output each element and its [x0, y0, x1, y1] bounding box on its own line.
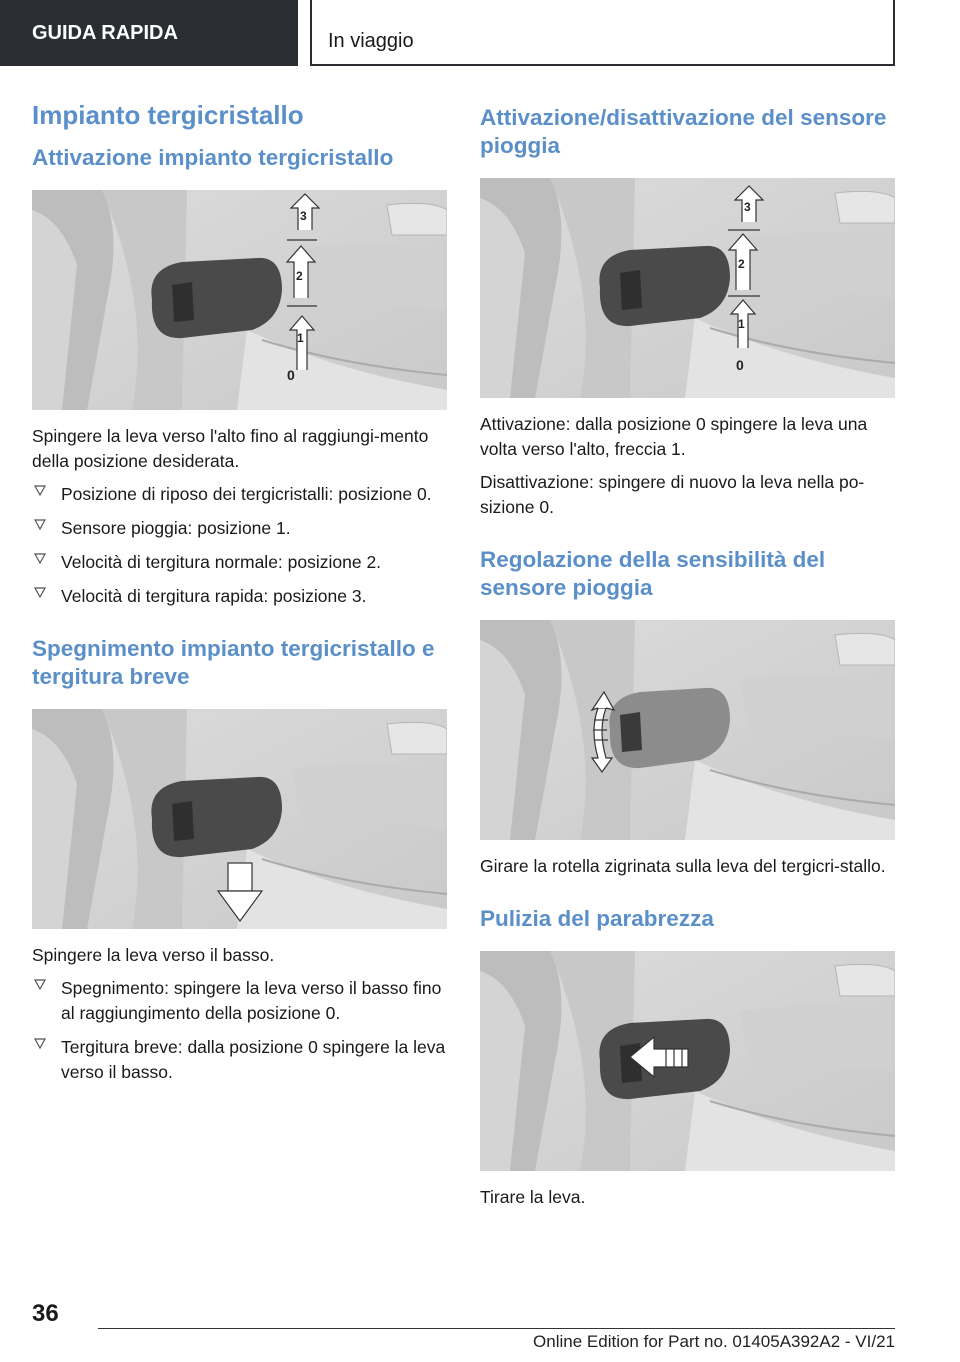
left-column	[32, 100, 447, 1094]
triangle-bullet-icon	[34, 1038, 46, 1050]
triangle-bullet-icon	[34, 519, 46, 531]
activation-list	[32, 482, 447, 609]
heading-activation: Attivazione impianto tergicristallo	[32, 145, 394, 170]
figure-label-pos0: 0	[287, 367, 295, 383]
heading-rain-sensor: Attivazione/disattivazione del sensore pioggia	[480, 105, 887, 158]
list-item: Velocità di tergitura rapida: posizione 3.	[32, 584, 447, 609]
triangle-bullet-icon	[34, 553, 46, 565]
switch-off-list	[32, 976, 447, 1085]
rain-sensor-activation-text: Attivazione: dalla posizione 0 spingere la leva una volta verso l'alto, freccia 1.	[480, 414, 868, 459]
page-number: 36	[32, 1300, 59, 1327]
list-item: Spegnimento: spingere la leva verso il basso fino al raggiungimento della posizione 0.	[32, 976, 447, 1026]
footer-edition: Online Edition for Part no. 01405A392A2 - VI/21	[533, 1332, 895, 1351]
windshield-cleaning-text: Tirare la leva.	[480, 1187, 586, 1207]
heading-switch-off: Spegnimento impianto tergicristallo e tergitura breve	[32, 636, 435, 689]
list-item: Sensore pioggia: posizione 1.	[32, 516, 447, 541]
list-item: Posizione di riposo dei tergicristalli: posizione 0.	[32, 482, 447, 507]
figure-label-pos1: 1	[738, 317, 745, 331]
figure-pull-lever	[480, 951, 895, 1171]
figure-label-pos0: 0	[736, 357, 744, 373]
triangle-bullet-icon	[34, 587, 46, 599]
switch-off-text: Spingere la leva verso il basso.	[32, 945, 275, 965]
figure-wiper-lever-down	[32, 709, 447, 929]
figure-label-pos2: 2	[738, 257, 745, 271]
figure-knurled-wheel	[480, 620, 895, 840]
figure-label-pos3: 3	[744, 200, 751, 214]
list-item: Velocità di tergitura normale: posizione 2.	[32, 550, 447, 575]
rain-sensor-deactivation-text: Disattivazione: spingere di nuovo la leva nella po-sizione 0.	[480, 472, 865, 517]
figure-wiper-lever-up	[32, 190, 447, 410]
figure-label-pos1: 1	[297, 331, 304, 345]
right-column	[480, 100, 895, 1218]
triangle-bullet-icon	[34, 485, 46, 497]
sensitivity-text: Girare la rotella zigrinata sulla leva del tergicri-stallo.	[480, 856, 886, 876]
heading-windshield-cleaning: Pulizia del parabrezza	[480, 906, 714, 931]
figure-label-pos2: 2	[296, 269, 303, 283]
figure-label-pos3: 3	[300, 209, 307, 223]
header-chapter: In viaggio	[310, 0, 895, 66]
triangle-bullet-icon	[34, 979, 46, 991]
heading-sensitivity: Regolazione della sensibilità del sensore pioggia	[480, 547, 826, 600]
activation-text: Spingere la leva verso l'alto fino al raggiungi-mento della posizione desiderata.	[32, 426, 429, 471]
list-item: Tergitura breve: dalla posizione 0 spingere la leva verso il basso.	[32, 1035, 447, 1085]
figure-rain-sensor-lever	[480, 178, 895, 398]
header-section: GUIDA RAPIDA	[0, 0, 298, 66]
page-title: Impianto tergicristallo	[32, 100, 304, 130]
footer-rule	[98, 1328, 895, 1329]
